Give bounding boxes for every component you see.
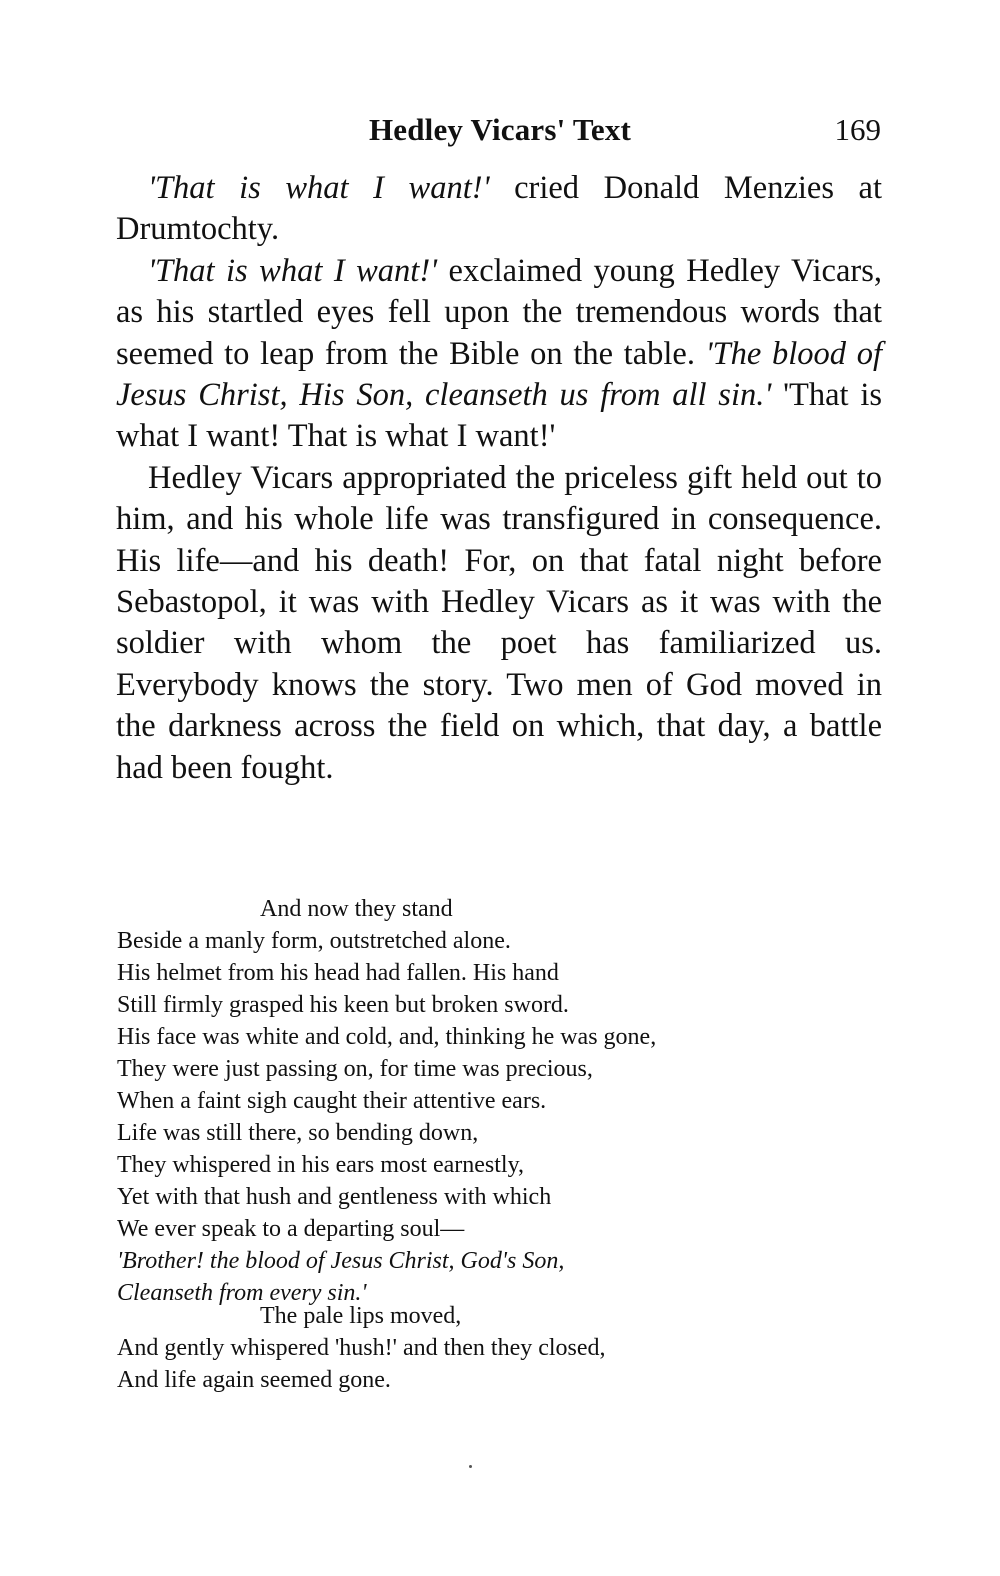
paragraph-2-text-1: exclaimed young Hedley Vicars, as his startled eyes fell upon the tremendous words that seemed to leap from the Bible on the table. [116, 252, 882, 372]
prose-body [116, 168, 882, 789]
poem-line: They whispered in his ears most earnestly, [117, 1152, 525, 1178]
quote-want-2: 'That is what I want!' [148, 252, 438, 289]
poem-line: We ever speak to a departing soul— [117, 1216, 465, 1242]
poem-line: Beside a manly form, outstretched alone. [117, 928, 511, 954]
poem-line: The pale lips moved, [260, 1303, 462, 1329]
paragraph-3: Hedley Vicars appropriated the priceless gift held out to him, and his whole life was transfigured in consequence. His life—and his death! For, on that fatal night before Sebastopol, it was with Hedley Vicars as it was with the soldier with whom the poet has familiarized us. Everybody knows the story. Two men of God moved in the darkness across the field on which, that day, a battle had been fought. [116, 459, 882, 786]
poem-line: And now they stand [260, 896, 453, 922]
poem-line: His face was white and cold, and, thinking he was gone, [117, 1024, 657, 1050]
poem-line: They were just passing on, for time was precious, [117, 1056, 593, 1082]
poem-line: Still firmly grasped his keen but broken sword. [117, 992, 569, 1018]
poem-line: Life was still there, so bending down, [117, 1120, 479, 1146]
poem-line-italic: Cleanseth from every sin.' [117, 1280, 367, 1306]
quote-want-1: 'That is what I want!' [148, 170, 490, 206]
running-head [115, 108, 885, 158]
page-number: 169 [834, 112, 881, 147]
poem-line-italic: 'Brother! the blood of Jesus Christ, God's Son, [117, 1248, 565, 1274]
poem-line: And gently whispered 'hush!' and then they closed, [117, 1335, 606, 1361]
running-title: Hedley Vicars' Text [368, 112, 632, 147]
poem-line: And life again seemed gone. [117, 1367, 391, 1393]
poem-line: When a faint sigh caught their attentive ears. [117, 1088, 547, 1114]
print-speck [469, 1465, 472, 1468]
paragraph-2 [116, 251, 882, 458]
scripture-quote: 'The blood of Jesus Christ, His Son, cleanseth us from all sin.' [116, 335, 882, 414]
poem-line: His helmet from his head had fallen. His hand [117, 960, 559, 986]
poem-line: Yet with that hush and gentleness with which [117, 1184, 552, 1210]
poem-stanza-1 [117, 893, 897, 1309]
poem-stanza-2 [117, 1300, 897, 1396]
paragraph-1 [116, 168, 882, 251]
paragraph-2-text-2: 'That is what I want! That is what I want!' [116, 377, 882, 455]
paragraph-1-text: cried Donald Menzies at Drumtochty. [116, 170, 882, 248]
